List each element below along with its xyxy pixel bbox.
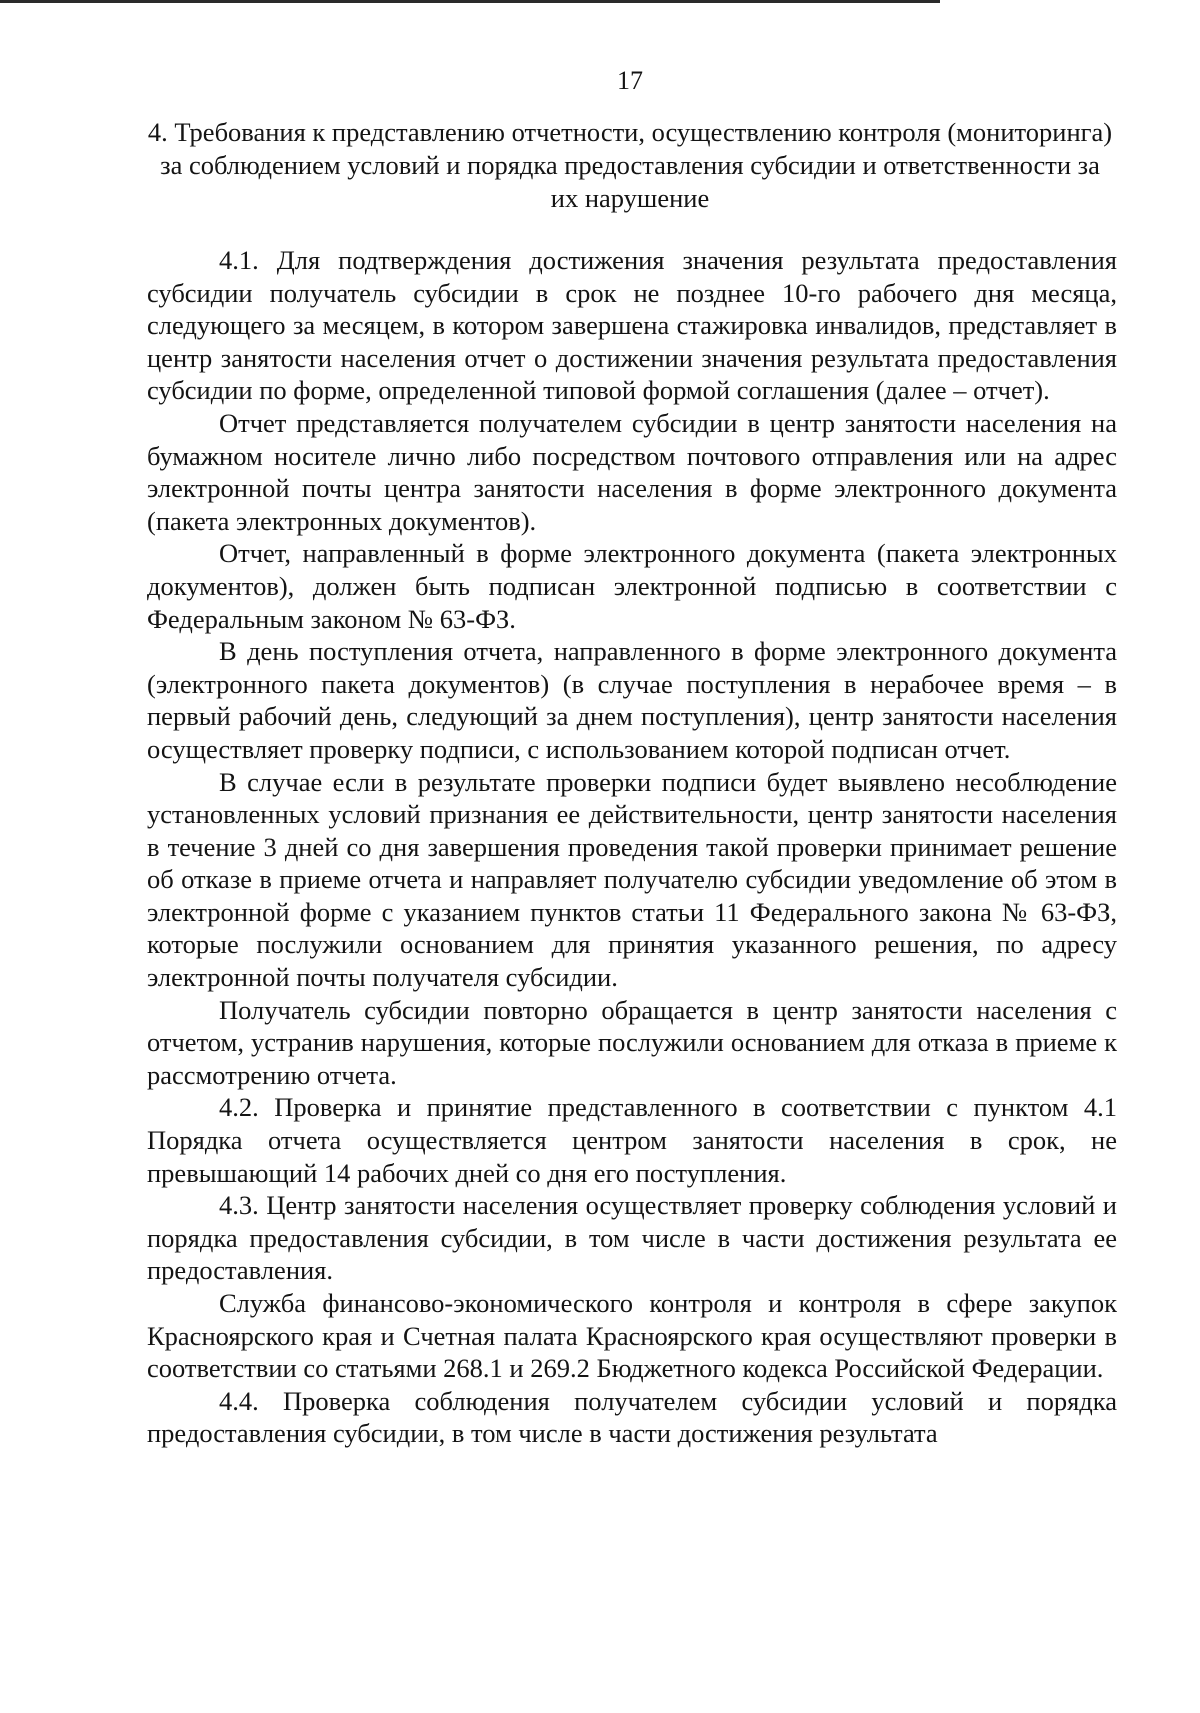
paragraph-rejection: В случае если в результате проверки подписи будет выявлено несоблюдение установленных условий признания ее действительности, центр занятости населения в течение 3 дней со дня завершения проведения такой проверки принимает решение об отказе в приеме отчета и направляет получателю субсидии уведомление об этом в электронной форме с указанием пунктов статьи 11 Федерального закона № 63-ФЗ, которые послужили основанием для принятия указанного решения, по адресу электронной почты получателя субсидии. — [147, 766, 1117, 993]
paragraph-4-3: 4.3. Центр занятости населения осуществляет проверку соблюдения условий и порядка предоставления субсидии, в том числе в части достижения результата ее предоставления. — [147, 1190, 1117, 1286]
scan-top-edge-line — [0, 0, 940, 3]
document-body — [147, 244, 1117, 1450]
page-number: 17 — [617, 66, 643, 95]
paragraph-electronic-signature: Отчет, направленный в форме электронного документа (пакета электронных документов), должен быть подписан электронной подписью в соответствии с Федеральным законом № 63-ФЗ. — [147, 538, 1117, 634]
paragraph-signature-check: В день поступления отчета, направленного в форме электронного документа (электронного пакета документов) (в случае поступления в нерабочее время – в первый рабочий день, следующий за днем поступления), центр занятости населения осуществляет проверку подписи, с использованием которой подписан отчет. — [147, 636, 1117, 764]
paragraph-report-submission: Отчет представляется получателем субсидии в центр занятости населения на бумажном носителе лично либо посредством почтового отправления или на адрес электронной почты центра занятости населения в форме электронного документа (пакета электронных документов). — [147, 407, 1117, 536]
paragraph-4-1: 4.1. Для подтверждения достижения значения результата предоставления субсидии получатель субсидии в срок не позднее 10-го рабочего дня месяца, следующего за месяцем, в котором завершена стажировка инвалидов, представляет в центр занятости населения отчет о достижении значения результата предоставления субсидии по форме, определенной типовой формой соглашения (далее – отчет). — [147, 245, 1117, 406]
paragraph-resubmission: Получатель субсидии повторно обращается в центр занятости населения с отчетом, устранив нарушения, которые послужили основанием для отказа в приеме к рассмотрению отчета. — [147, 994, 1117, 1090]
paragraph-4-2: 4.2. Проверка и принятие представленного в соответствии с пунктом 4.1 Порядка отчета осуществляется центром занятости населения в срок, не превышающий 14 рабочих дней со дня его поступления. — [147, 1092, 1117, 1188]
paragraph-4-4: 4.4. Проверка соблюдения получателем субсидии условий и порядка предоставления субсидии, в том числе в части достижения результата — [147, 1385, 1117, 1449]
section-heading: 4. Требования к представлению отчетности, осуществлению контроля (мониторинга) за соблюдением условий и порядка предоставления субсидии и ответственности за их нарушение — [147, 117, 1113, 213]
paragraph-control-service: Служба финансово-экономического контроля и контроля в сфере закупок Красноярского края и Счетная палата Красноярского края осуществляют проверки в соответствии со статьями 268.1 и 269.2 Бюджетного кодекса Российской Федерации. — [147, 1288, 1117, 1384]
